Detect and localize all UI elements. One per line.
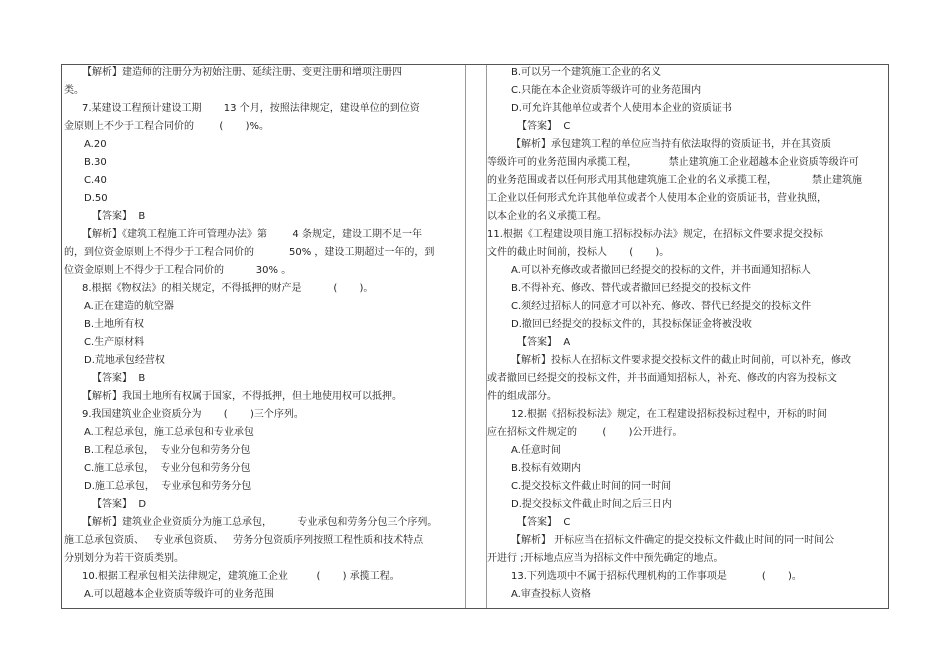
text-line: A.任意时间 <box>511 445 561 456</box>
text-line: 的业务范围或者以任何形式用其他建筑施工企业的名义承揽工程， 禁止建筑施 <box>487 175 862 186</box>
text-line: C.40 <box>84 175 107 186</box>
text-line: 等级许可的业务范围内承揽工程， 禁止建筑施工企业超越本企业资质等级许可 <box>487 157 859 168</box>
text-line: 【解析】投标人在招标文件要求提交投标文件的截止时间前，可以补充，修改 <box>511 355 851 366</box>
text-line: 文件的截止时间前，投标人 ( )。 <box>487 247 670 258</box>
text-line: 8.根据《物权法》的相关规定，不得抵押的财产是 ( )。 <box>82 283 374 294</box>
text-line: D.提交投标文件截止时间之后三日内 <box>511 499 672 510</box>
text-line: C.只能在本企业资质等级许可的业务范围内 <box>511 85 702 96</box>
text-line: 12.根据《招标投标法》规定，在工程建设招标投标过程中，开标的时间 <box>511 409 827 420</box>
text-line: D.撤回已经提交的投标文件的，其投标保证金将被没收 <box>511 319 752 330</box>
text-line: C.施工总承包， 专业分包和劳务分包 <box>84 463 251 474</box>
text-line: 以本企业的名义承揽工程。 <box>487 211 607 222</box>
text-line: 【答案】 B <box>92 211 146 222</box>
text-line: 类。 <box>64 85 84 96</box>
text-line: 【解析】建造师的注册分为初始注册、延续注册、变更注册和增项注册四 <box>82 67 402 78</box>
text-line: A.20 <box>84 139 107 150</box>
text-line: 的，到位资金原则上不得少于工程合同价的 50% ，建设工期超过一年的，到 <box>64 247 435 258</box>
text-line: 13.下列选项中不属于招标代理机构的工作事项是 ( )。 <box>511 571 802 582</box>
text-line: 【解析】 开标应当在招标文件确定的提交投标文件截止时间的同一时间公 <box>511 535 835 546</box>
text-line: A.工程总承包，施工总承包和专业承包 <box>84 427 254 438</box>
left-column <box>62 65 466 608</box>
text-line: B.可以另一个建筑施工企业的名义 <box>511 67 662 78</box>
text-line: C.提交投标文件截止时间的同一时间 <box>511 481 672 492</box>
text-line: 【解析】承包建筑工程的单位应当持有依法取得的资质证书，并在其资质 <box>511 139 831 150</box>
text-line: 7.某建设工程预计建设工期 13 个月，按照法律规定，建设单位的到位资 <box>82 103 420 114</box>
text-line: 【解析】我国土地所有权属于国家，不得抵押，但土地使用权可以抵押。 <box>82 391 402 402</box>
text-line: 工企业以任何形式允许其他单位或者个人使用本企业的资质证书，营业执照， <box>487 193 827 204</box>
text-line: 或者撤回已经提交的投标文件，并书面通知招标人，补充、修改的内容为投标文 <box>487 373 837 384</box>
text-line: 【答案】 C <box>517 517 571 528</box>
text-line: A.审查投标人资格 <box>511 589 591 600</box>
text-line: B.工程总承包， 专业分包和劳务分包 <box>84 445 251 456</box>
text-line: B.投标有效期内 <box>511 463 582 474</box>
text-line: B.不得补充、修改、替代或者撤回已经提交的投标文件 <box>511 283 752 294</box>
text-line: D.50 <box>84 193 108 204</box>
text-line: 施工总承包资质、 专业承包资质、 劳务分包资质序列按照工程性质和技术特点 <box>64 535 424 546</box>
text-line: 【答案】 B <box>92 373 146 384</box>
text-line: 11.根据《工程建设项目施工招标投标办法》规定，在招标文件要求提交投标 <box>487 229 823 240</box>
text-line: 【答案】 A <box>517 337 571 348</box>
text-line: 【解析】建筑业企业资质分为施工总承包， 专业承包和劳务分包三个序列。 <box>82 517 438 528</box>
text-line: 9.我国建筑业企业资质分为 ( )三个序列。 <box>82 409 304 420</box>
text-line: 【解析】《建筑工程施工许可管理办法》第 4 条规定，建设工期不足一年 <box>82 229 422 240</box>
text-line: C.生产原材料 <box>84 337 145 348</box>
text-line: B.30 <box>84 157 107 168</box>
text-line: A.可以超越本企业资质等级许可的业务范围 <box>84 589 274 600</box>
text-line: 件的组成部分。 <box>487 391 557 402</box>
text-line: 位资金原则上不得少于工程合同价的 30% 。 <box>64 265 292 276</box>
text-line: A.可以补充修改或者撤回已经提交的投标的文件，并书面通知招标人 <box>511 265 811 276</box>
document-frame <box>61 64 889 609</box>
text-line: 10.根据工程承包相关法律规定，建筑施工企业 ( ) 承揽工程。 <box>82 571 400 582</box>
text-line: 【答案】 C <box>517 121 571 132</box>
text-line: D.可允许其他单位或者个人使用本企业的资质证书 <box>511 103 732 114</box>
text-line: C.须经过招标人的同意才可以补充、修改、替代已经提交的投标文件 <box>511 301 812 312</box>
text-line: D.荒地承包经营权 <box>84 355 165 366</box>
text-line: A.正在建造的航空器 <box>84 301 174 312</box>
text-line: 【答案】 D <box>92 499 147 510</box>
text-line: 应在招标文件规定的 ( )公开进行。 <box>487 427 683 438</box>
text-line: 金原则上不少于工程合同价的 ( )%。 <box>64 121 269 132</box>
right-column <box>486 65 888 608</box>
text-line: B.土地所有权 <box>84 319 145 330</box>
text-line: D.施工总承包， 专业承包和劳务分包 <box>84 481 252 492</box>
text-line: 开进行 ;开标地点应当为招标文件中预先确定的地点。 <box>487 553 724 564</box>
text-line: 分别划分为若干资质类别。 <box>64 553 184 564</box>
